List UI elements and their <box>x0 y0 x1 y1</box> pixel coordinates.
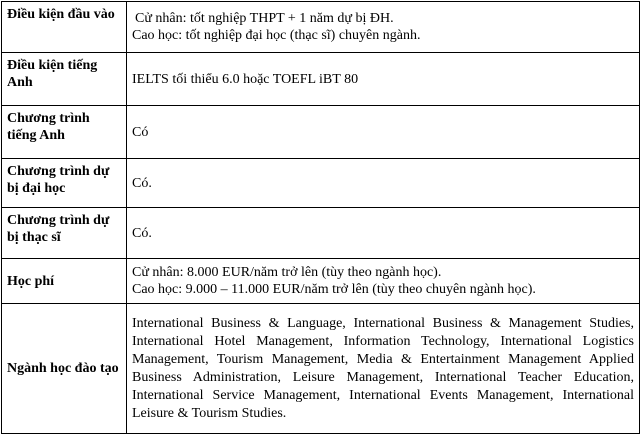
row-value: International Business & Language, International Business & Management Studies, International Hotel Management, Information Technology, International Logistics Management, Tourism Management, Media & Entertainment Management Applied Business Administration, Leisure Management, International Teacher Education, International Service Management, International Events Management, International Leisure & Tourism Studies. <box>127 304 640 434</box>
value-line: IELTS tối thiểu 6.0 hoặc TOEFL iBT 80 <box>132 71 359 87</box>
table-row-foundation-program <box>2 159 640 208</box>
table-row-english-program <box>2 106 640 159</box>
value-line: Có. <box>132 175 152 191</box>
table-row-premaster-program <box>2 208 640 259</box>
value-line: Cử nhân: 8.000 EUR/năm trở lên (tùy theo ngành học). <box>132 265 442 280</box>
row-label: Chương trình dự bị đại học <box>2 159 127 208</box>
row-value <box>127 259 640 304</box>
row-label: Điều kiện tiếng Anh <box>2 53 127 106</box>
table-row-entry-requirements <box>2 2 640 53</box>
row-value <box>127 106 640 159</box>
table-row-english-requirements <box>2 53 640 106</box>
row-value <box>127 53 640 106</box>
table-row-tuition <box>2 259 640 304</box>
row-label: Học phí <box>2 259 127 304</box>
row-label: Ngành học đào tạo <box>2 304 127 434</box>
value-line: Có. <box>132 225 152 241</box>
value-line: Có <box>132 124 149 140</box>
value-line: Cao học: tốt nghiệp đại học (thạc sĩ) chuyên ngành. <box>132 28 421 43</box>
row-label: Chương trình tiếng Anh <box>2 106 127 159</box>
row-value <box>127 159 640 208</box>
row-value <box>127 208 640 259</box>
table-row-programs <box>2 304 640 434</box>
row-label: Chương trình dự bị thạc sĩ <box>2 208 127 259</box>
value-line: Cao học: 9.000 – 11.000 EUR/năm trở lên (tùy theo chuyên ngành học). <box>132 282 536 297</box>
row-value <box>127 2 640 53</box>
value-line: Cử nhân: tốt nghiệp THPT + 1 năm dự bị ĐH. <box>135 11 394 26</box>
row-label: Điều kiện đầu vào <box>2 2 127 53</box>
info-table <box>1 1 640 434</box>
